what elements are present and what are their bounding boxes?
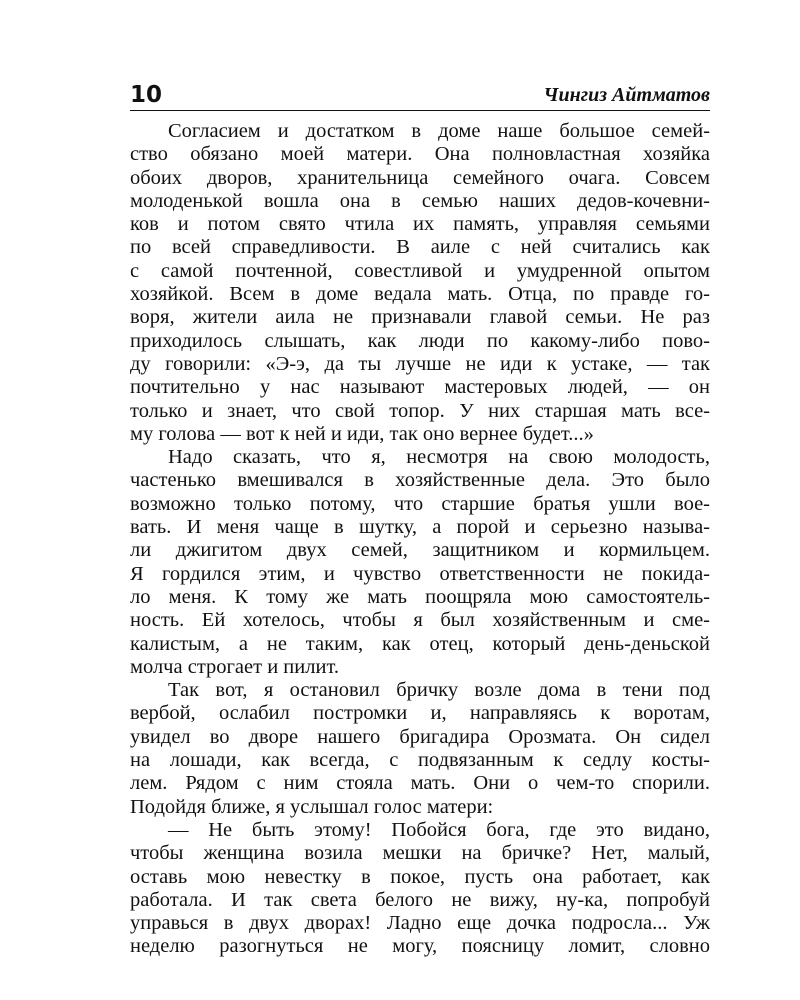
text-line: ков и потом свято чтила их память, управляя семьями bbox=[130, 213, 710, 236]
author-running-head: Чингиз Айтматов bbox=[543, 84, 710, 106]
text-line: Надо сказать, что я, несмотря на свою молодость, bbox=[168, 446, 710, 469]
text-line: хозяйкой. Всем в доме ведала мать. Отца, по правде го- bbox=[130, 283, 710, 306]
text-line: ло меня. К тому же мать поощряла мою самостоятель- bbox=[130, 585, 710, 608]
text-line: чтобы женщина возила мешки на бричке? Нет, малый, bbox=[130, 842, 710, 865]
text-line: приходилось слышать, как люди по какому-либо пово- bbox=[130, 329, 710, 352]
text-line: с самой почтенной, совестливой и умудренной опытом bbox=[130, 259, 710, 282]
text-line: управься в двух дворах! Ладно еще дочка подросла... Уж bbox=[130, 912, 710, 935]
text-line: Подойдя ближе, я услышал голос матери: bbox=[130, 795, 494, 818]
text-line: увидел во дворе нашего бригадира Орозмата. Он сидел bbox=[130, 725, 710, 748]
text-line: возможно только потому, что старшие братья ушли вое- bbox=[130, 492, 710, 515]
text-line: молча строгает и пилит. bbox=[130, 655, 339, 678]
page-header bbox=[130, 82, 710, 111]
text-line: неделю разогнуться не могу, поясницу ломит, словно bbox=[130, 935, 710, 958]
text-line: Я гордился этим, и чувство ответственности не покида- bbox=[130, 562, 710, 585]
text-line: ность. Ей хотелось, чтобы я был хозяйственным и сме- bbox=[130, 609, 710, 632]
text-line: оставь мою невестку в покое, пусть она работает, как bbox=[130, 865, 710, 888]
text-line: му голова — вот к ней и иди, так оно вернее будет...» bbox=[130, 422, 594, 445]
text-line: ли джигитом двух семей, защитником и кормильцем. bbox=[130, 539, 710, 562]
text-line: на лошади, как всегда, с подвязанным к седлу косты- bbox=[130, 749, 710, 772]
text-line: лем. Рядом с ним стояла мать. Они о чем-то спорили. bbox=[130, 772, 710, 795]
text-line: вербой, ослабил постромки и, направляясь к воротам, bbox=[130, 702, 710, 725]
text-line: по всей справедливости. В аиле с ней считались как bbox=[130, 236, 710, 259]
body-text bbox=[130, 120, 710, 959]
text-line: ду говорили: «Э-э, да ты лучше не иди к устаке, — так bbox=[130, 352, 710, 375]
text-line: калистым, а не таким, как отец, который день-деньской bbox=[130, 632, 710, 655]
page-number: 10 bbox=[130, 82, 163, 108]
text-line: только и знает, что свой топор. У них старшая мать все- bbox=[130, 399, 710, 422]
text-line: воря, жители аила не признавали главой семьи. Не раз bbox=[130, 306, 710, 329]
text-line: работала. И так света белого не вижу, ну-ка, попробуй bbox=[130, 888, 710, 911]
text-line: вать. И меня чаще в шутку, а порой и серьезно называ- bbox=[130, 516, 710, 539]
text-line: частенько вмешивался в хозяйственные дела. Это было bbox=[130, 469, 710, 492]
text-line: Так вот, я остановил бричку возле дома в тени под bbox=[168, 679, 710, 702]
text-line: ство обязано моей матери. Она полновластная хозяйка bbox=[130, 143, 710, 166]
text-line: обоих дворов, хранительница семейного очага. Совсем bbox=[130, 166, 710, 189]
text-line: Согласием и достатком в доме наше большое семей- bbox=[168, 120, 710, 142]
text-line: почтительно у нас называют мастеровых людей, — он bbox=[130, 376, 710, 399]
text-line: — Не быть этому! Побойся бога, где это видано, bbox=[168, 818, 710, 841]
text-line: молоденькой вошла она в семью наших дедов-кочевни- bbox=[130, 189, 710, 212]
